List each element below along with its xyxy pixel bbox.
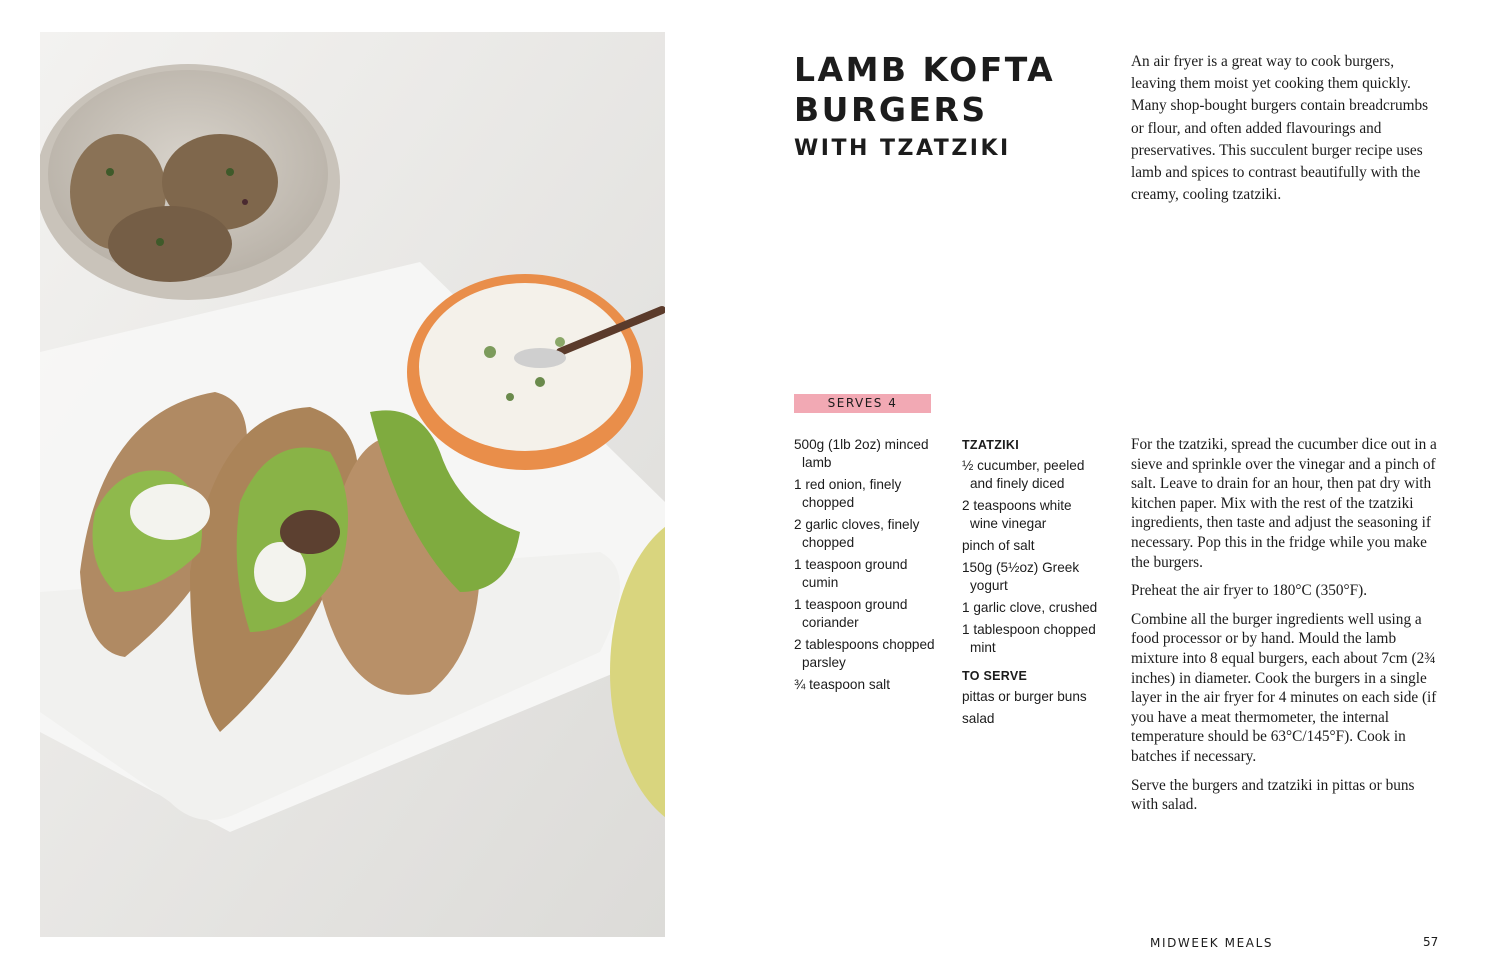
recipe-subtitle: WITH TZATZIKI	[794, 136, 1011, 161]
burger-ingredients-list	[794, 436, 944, 698]
list-item: 1 tablespoon chopped mint	[962, 622, 1096, 655]
recipe-method	[1131, 435, 1441, 824]
list-item: 2 teaspoons white wine vinegar	[962, 498, 1072, 531]
serves-badge: SERVES 4	[794, 394, 931, 413]
list-item: 2 tablespoons chopped parsley	[794, 637, 935, 670]
title-line-1: LAMB KOFTA	[794, 50, 1056, 89]
list-item: pinch of salt	[962, 538, 1035, 553]
list-item: 500g (1lb 2oz) minced lamb	[794, 437, 929, 470]
list-item: 1 red onion, finely chopped	[794, 477, 902, 510]
list-item: 1 teaspoon ground coriander	[794, 597, 908, 630]
list-item: 2 garlic cloves, finely chopped	[794, 517, 920, 550]
method-step: For the tzatziki, spread the cucumber dice out in a sieve and sprinkle over the vinegar and a pinch of salt. Leave to drain for an hour, then pat dry with kitchen paper. Mix with the rest of the tzatziki ingredients, then taste and adjust the seasoning if necessary. Pop this in the fridge while you make the burgers.	[1131, 436, 1437, 571]
list-item: 150g (5½oz) Greek yogurt	[962, 560, 1080, 593]
method-step: Preheat the air fryer to 180°C (350°F).	[1131, 582, 1368, 600]
method-step: Combine all the burger ingredients well using a food processor or by hand. Mould the lamb mixture into 8 equal burgers, each about 7cm (2¾ inches) in diameter. Cook the burgers in a single layer in the air fryer for 4 minutes on each side (if you have a meat thermometer, the internal temperature should be 63°C/145°F). Cook in batches if necessary.	[1131, 610, 1437, 765]
title-line-2: BURGERS	[794, 90, 988, 129]
recipe-photo	[40, 32, 665, 937]
list-item: pittas or burger buns	[962, 689, 1087, 704]
method-step: Serve the burgers and tzatziki in pittas or buns with salad.	[1131, 776, 1415, 814]
tzatziki-ingredients-list	[962, 436, 1102, 732]
to-serve-heading: TO SERVE	[962, 669, 1028, 683]
list-item: ¾ teaspoon salt	[794, 677, 890, 692]
list-item: 1 garlic clove, crushed	[962, 600, 1098, 615]
list-item: 1 teaspoon ground cumin	[794, 557, 908, 590]
recipe-intro: An air fryer is a great way to cook burgers, leaving them moist yet cooking them quickly. Many shop-bought burgers contain breadcrumbs or flour, and often added flavourings and preservatives. This succulent burger recipe uses lamb and spices to contrast beautifully with the creamy, cooling tzatziki.	[1131, 53, 1429, 204]
tzatziki-heading: TZATZIKI	[962, 438, 1020, 452]
recipe-title	[794, 50, 1094, 166]
list-item: ½ cucumber, peeled and finely diced	[962, 458, 1085, 491]
footer-section-title: MIDWEEK MEALS	[1150, 936, 1274, 950]
list-item: salad	[962, 711, 995, 726]
page-number: 57	[1423, 935, 1439, 949]
